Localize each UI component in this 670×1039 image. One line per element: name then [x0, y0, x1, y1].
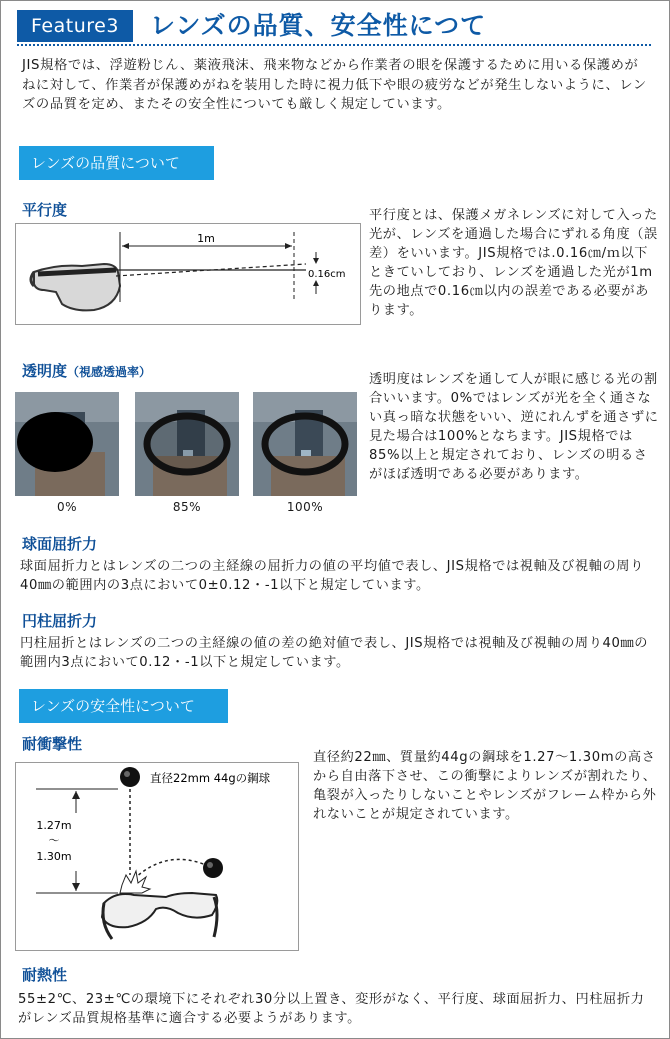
- feature-badge: Feature3: [17, 10, 133, 42]
- height-top-label: 1.27m: [36, 819, 72, 832]
- impact-diagram: [15, 762, 299, 951]
- parallelism-diagram: [15, 223, 361, 325]
- lens-shape: [17, 412, 93, 472]
- lens-photo-85: [135, 392, 239, 496]
- safety-section-heading: レンズの安全性について: [19, 689, 228, 723]
- steel-ball-icon: [120, 767, 140, 787]
- feature-title: レンズの品質、安全性につて: [150, 11, 487, 40]
- intro-paragraph: JIS規格では、浮遊粉じん、薬液飛沫、飛来物などから作業者の眼を保護するために用いる保護めがねに対して、作業者が保護めがねを装用した時に視力低下や眼の疲労などが発生しないように、レンズの品質を定め、またその安全性についても厳しく規定しています。: [22, 58, 647, 112]
- lens-photo-100: [253, 392, 357, 496]
- parallelism-title: 平行度: [22, 201, 68, 219]
- lens-photo-0: [15, 392, 119, 496]
- cylindrical-power-title: 円柱屈折力: [22, 612, 98, 630]
- transparency-title: [22, 361, 151, 382]
- impact-title: 耐衝撃性: [22, 735, 83, 753]
- quality-section-heading: レンズの品質について: [19, 146, 214, 180]
- lens-photo-label-0: 0%: [56, 500, 78, 514]
- title-divider: [17, 44, 651, 46]
- glasses-side-icon: [31, 264, 120, 310]
- heat-title: 耐熱性: [22, 966, 68, 984]
- transparency-text: 透明度はレンズを通して人が眼に感じる光の割合いいます。0%ではレンズが光を全く通さない真っ暗な状態をいい、逆にれんずを通さずに見た場合は100%となちます。JIS規格では85%以上と規定されており、レンズの明るさがほぼ透明である必要があります。: [369, 372, 659, 482]
- transparency-title-note: （視感透過率）: [67, 365, 152, 379]
- spherical-power-text: 球面屈折力とはレンズの二つの主経線の屈折力の値の平均値で表し、JIS規格では視軸及び視軸の周り40㎜の範囲内の3点において0±0.12・-1以下と規定しています。: [20, 559, 644, 593]
- height-sep-label: ～: [48, 834, 60, 847]
- heat-text: 55±2℃、23±℃の環境下にそれぞれ30分以上置き、変形がなく、平行度、球面屈折力、円柱屈折力がレンズ品質規格基準に適合する必要ようがあります。: [18, 992, 645, 1026]
- impact-text: 直径約22㎜、質量約44gの鋼球を1.27～1.30mの高さから自由落下させ、この衝撃によりレンズが割れたり、亀裂が入ったりしないことやレンズがフレーム枠から外れないことが規定されています。: [313, 750, 657, 822]
- ball-label: 直径22mm 44gの鋼球: [150, 771, 271, 785]
- lens-photo-label-100: 100%: [286, 500, 324, 514]
- spherical-power-title: 球面屈折力: [22, 535, 98, 553]
- lens-photo-label-85: 85%: [172, 500, 202, 514]
- height-bottom-label: 1.30m: [36, 850, 72, 863]
- transparency-title-main: 透明度: [22, 362, 68, 380]
- distance-label: 1m: [197, 232, 215, 245]
- error-label: 0.16cm: [308, 269, 346, 280]
- cylindrical-power-text: 円柱屈折とはレンズの二つの主経線の値の差の絶対値で表し、JIS規格では視軸及び視軸の周り40㎜の範囲内3点において0.12・-1以下と規定しています。: [20, 636, 649, 670]
- glasses-front-icon: [102, 893, 217, 939]
- bounced-ball-icon: [203, 858, 223, 878]
- impact-burst-icon: [120, 871, 150, 893]
- parallelism-text: 平行度とは、保護メガネレンズに対して入った光が、レンズを通過した場合にずれる角度（誤差）をいいます。JIS規格では.0.16㎝/ｍ以下ときていしており、レンズを通過した光が1m先の地点で0.16㎝以内の誤差である必要があります。: [369, 208, 658, 318]
